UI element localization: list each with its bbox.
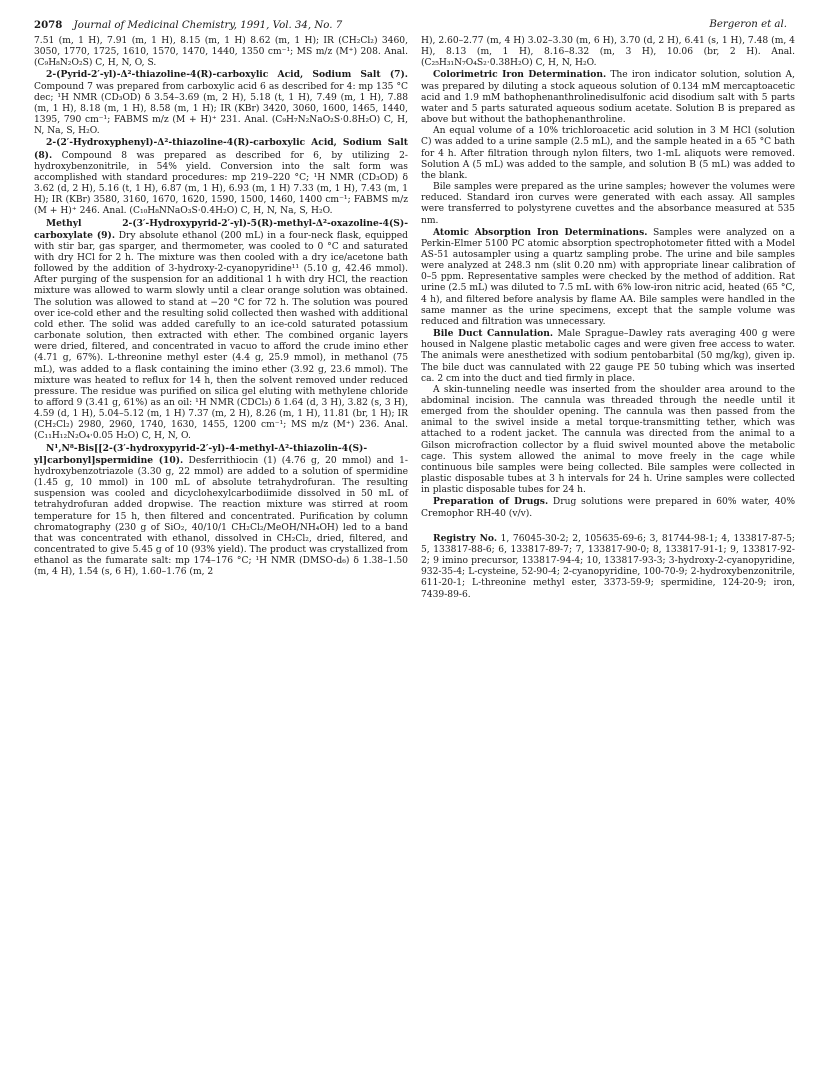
paragraph-text: Compound 7 was prepared from carboxylic acid 6 as described for 4: mp 135 °C dec; ¹H NMR (CD₃OD) δ 3.54–3.69 (m, 2 H), 5.18 (t, 1 H), 7.49 (m, 1 H), 7.88 (m, 1 H), 8.18 (m, 1 H), 8.58 (m, 1 H); IR (KBr) 3420, 3060, 1600, 1465, 1440, 1395, 790 cm⁻¹; FABMS m/z (M + H)⁺ 231. Anal. (C₉H₇N₂NaO₂S·0.8H₂O) C, H, N, Na, S, H₂O. [34, 81, 408, 137]
section-paragraph [34, 443, 408, 579]
paragraph-text: Male Sprague–Dawley rats averaging 400 g were housed in Nalgene plastic metabolic cages and were given free access to water. The animals were anesthetized with sodium pentobarbital (50 mg/kg), given ip. The bile duct was cannulated with 22 gauge PE 50 tubing which was inserted ca. 2 cm into the duct and tied firmly in place. [421, 329, 795, 384]
paragraph-heading: Methyl 2-(3′-Hydroxypyrid-2′-yl)-5(R)-methyl-Δ²-oxazoline-4(S)-carboxylate (9). [34, 217, 408, 241]
paragraph-text: 7.51 (m, 1 H), 7.91 (m, 1 H), 8.15 (m, 1 H) 8.62 (m, 1 H); IR (CH₂Cl₂) 3460, 3050, 1770, 1725, 1610, 1570, 1470, 1440, 1350 cm⁻¹; MS m/z (M⁺) 208. Anal. (C₉H₈N₂O₂S) C, H, N, O, S. [34, 36, 408, 69]
paragraph-heading: N¹,N⁸-Bis[[2-(3′-hydroxypyrid-2′-yl)-4-methyl-Δ²-thiazolin-4(S)-yl]carbonyl]spermidine (10). [34, 442, 368, 466]
section-paragraph [421, 69, 795, 126]
section-paragraph [421, 227, 795, 328]
paragraph-text: Drug solutions were prepared in 60% water, 40% Cremophor RH-40 (v/v). [421, 497, 795, 519]
running-head-left [34, 18, 342, 33]
paragraph-heading: Colorimetric Iron Determination. [433, 69, 607, 81]
author-running-head: Bergeron et al. [709, 19, 787, 30]
paragraph-text: Samples were analyzed on a Perkin-Elmer 5100 PC atomic absorption spectrophotometer fitted with a Model AS-51 autosampler using a quartz sampling probe. The urine and bile samples were analyzed at 248.3 nm (slit 0.20 nm) with appropriate linear calibration of 0–5 ppm. Representative samples were checked by the method of addition. Rat urine (2.5 mL) was diluted to 7.5 mL with 6% low-iron nitric acid, heated (65 °C, 4 h), and filtered before analysis by flame AA. Bile samples were handled in the same manner as the urine specimens, except that the sample volume was reduced and filtration was unnecessary. [421, 227, 795, 327]
paragraph-heading: 2-(Pyrid-2′-yl)-Δ²-thiazoline-4(R)-carboxylic Acid, Sodium Salt (7). [46, 69, 408, 81]
registry-numbers [421, 533, 795, 601]
paragraph-heading: Atomic Absorption Iron Determinations. [433, 226, 648, 238]
page-number: 2078 [34, 19, 63, 31]
paragraph-text: Bile samples were prepared as the urine samples; however the volumes were reduced. Standard iron curves were generated with each assay. All samples were transferred to polystyrene cuvettes and the absorbance measured at 535 nm. [421, 182, 795, 226]
running-head [34, 18, 787, 34]
paragraph-text: Dry absolute ethanol (200 mL) in a four-neck flask, equipped with stir bar, gas sparger, and thermometer, was cooled to 0 °C and saturated with dry HCl for 2 h. The mixture was then cooled with a dry ice/acetone bath followed by the addition of 3-hydroxy-2-cyanopyridine¹¹ (5.10 g, 42.46 mmol). After purging of the suspension for an additional 1 h with dry HCl, the reaction mixture was allowed to warm slowly until a clear orange solution was obtained. The solution was allowed to stand at −20 °C for 72 h. The solution was poured over ice-cold ether and the resulting solid collected then washed with additional cold ether. The solid was added carefully to an ice-cold saturated potassium carbonate solution, then extracted with ether. The combined organic layers were dried, filtered, and concentrated in vacuo to afford the crude imino ether (4.71 g, 67%). L-threonine methyl ester (4.4 g, 25.9 mmol), in methanol (75 mL), was added to a flask containing the imino ether (3.92 g, 23.6 mmol). The mixture was heated to reflux for 14 h, then the solvent removed under reduced pressure. The residue was purified on silica gel eluting with methylene chloride to afford 9 (3.41 g, 61%) as an oil: ¹H NMR (CDCl₃) δ 1.64 (d, 3 H), 3.82 (s, 3 H), 4.59 (d, 1 H), 5.04–5.12 (m, 1 H) 7.37 (m, 2 H), 8.26 (m, 1 H), 11.81 (br, 1 H); IR (CH₂Cl₂) 2980, 2960, 1740, 1630, 1455, 1200 cm⁻¹; MS m/z (M⁺) 236. Anal. (C₁₁H₁₂N₂O₄·0.05 H₂O) C, H, N, O. [34, 230, 408, 442]
section-paragraph [421, 328, 795, 385]
right-column [421, 36, 795, 601]
paragraph-heading: Bile Duct Cannulation. [433, 328, 554, 340]
paragraph-heading: Preparation of Drugs. [433, 496, 549, 508]
body-paragraph [421, 182, 795, 227]
section-paragraph [34, 69, 408, 137]
paragraph-text: H), 2.60–2.77 (m, 4 H) 3.02–3.30 (m, 6 H), 3.70 (d, 2 H), 6.41 (s, 1 H), 7.48 (m, 4 H), 8.13 (m, 1 H), 8.16–8.32 (m, 3 H), 10.06 (br, 2 H). Anal. (C₂₅H₃₁N₇O₄S₂·0.38H₂O) C, H, N, H₂O. [421, 36, 795, 69]
left-column [34, 36, 408, 579]
paragraph-text: 1, 76045-30-2; 2, 105635-69-6; 3, 81744-98-1; 4, 133817-87-5; 5, 133817-88-6; 6, 133817-89-7; 7, 133817-90-0; 8, 133817-91-1; 9, 133817-92-2; 9 imino precursor, 133817-94-4; 10, 133817-93-3; 3-hydroxy-2-cyanopyridine, 932-35-4; L-cysteine, 52-90-4; 2-cyanopyridine, 100-70-9; 2-hydroxybenzonitrile, 611-20-1; L-threonine methyl ester, 3373-59-9; spermidine, 124-20-9; iron, 7439-89-6. [421, 533, 795, 600]
paragraph-text: The iron indicator solution, solution A, was prepared by diluting a stock aqueous solution of 0.134 mM mercaptoacetic acid and 1.9 mM bathophenanthrolinedisulfonic acid disodium salt with 5 parts water and 5 parts saturated aqueous sodium acetate. Solution B is prepared as above but without the bathophenanthroline. [421, 70, 795, 126]
journal-citation: Journal of Medicinal Chemistry, 1991, Vol. 34, No. 7 [73, 20, 343, 31]
continued-paragraph [34, 36, 408, 69]
section-paragraph [34, 218, 408, 443]
continued-paragraph [421, 36, 795, 69]
paragraph-text: Compound 8 was prepared as described for 6, by utilizing 2-hydroxybenzonitrile, in 54% yield. Conversion into the salt form was accomplished with standard procedures: mp 219–220 °C; ¹H NMR (CD₃OD) δ 3.62 (d, 2 H), 5.16 (t, 1 H), 6.87 (m, 1 H), 6.93 (m, 1 H) 7.33 (m, 1 H), 7.43 (m, 1 H); IR (KBr) 3580, 3160, 1670, 1620, 1590, 1500, 1460, 1400 cm⁻¹; FABMS m/z (M + H)⁺ 246. Anal. (C₁₀H₈NNaO₃S·0.4H₂O) C, H, N, Na, S, H₂O. [34, 150, 408, 217]
body-paragraph [421, 385, 795, 497]
paragraph-text: An equal volume of a 10% trichloroacetic acid solution in 3 M HCl (solution C) was added to a urine sample (2.5 mL), and the sample heated in a 65 °C bath for 4 h. After filtration through nylon filters, two 1-mL aliquots were removed. Solution A (5 mL) was added to the sample, and solution B (5 mL) was added to the blank. [421, 126, 795, 181]
section-paragraph [421, 496, 795, 519]
paragraph-text: Desferrithiocin (1) (4.76 g, 20 mmol) and 1-hydroxybenzotriazole (3.30 g, 22 mmol) are added to a solution of spermidine (1.45 g, 10 mmol) in 100 mL of absolute tetrahydrofuran. The resulting suspension was cooled and dicyclohexylcarbodiimide dissolved in 50 mL of tetrahydrofuran added dropwise. The reaction mixture was stirred at room temperature for 15 h, then filtered and concentrated. Purification by column chromatography (230 g of SiO₂, 40/10/1 CH₂Cl₂/MeOH/NH₄OH) led to a band that was concentrated with ethanol, dissolved in CH₂Cl₂, dried, filtered, and concentrated to give 5.45 g of 10 (93% yield). The product was crystallized from ethanol as the fumarate salt: mp 174–176 °C; ¹H NMR (DMSO-d₆) δ 1.38–1.50 (m, 4 H), 1.54 (s, 6 H), 1.60–1.76 (m, 2 [34, 455, 408, 578]
paragraph-heading: Registry No. [433, 532, 498, 544]
paragraph-text: A skin-tunneling needle was inserted from the shoulder area around to the abdominal incision. The cannula was threaded through the needle until it emerged from the shoulder opening. The cannula was then passed from the animal to the swivel inside a metal torque-transmitting tether, which was attached to a rodent jacket. The cannula was directed from the animal to a Gilson microfraction collector by a fluid swivel mounted above the metabolic cage. This system allowed the animal to move freely in the cage while continuous bile samples were being collected. Bile samples were collected in plastic disposable tubes at 3 h intervals for 24 h. Urine samples were collected in plastic disposable tubes for 24 h. [421, 384, 795, 496]
section-paragraph [34, 137, 408, 217]
body-paragraph [421, 126, 795, 182]
paragraph-heading: 2-(2′-Hydroxyphenyl)-Δ²-thiazoline-4(R)-carboxylic Acid, Sodium Salt (8). [34, 137, 408, 161]
